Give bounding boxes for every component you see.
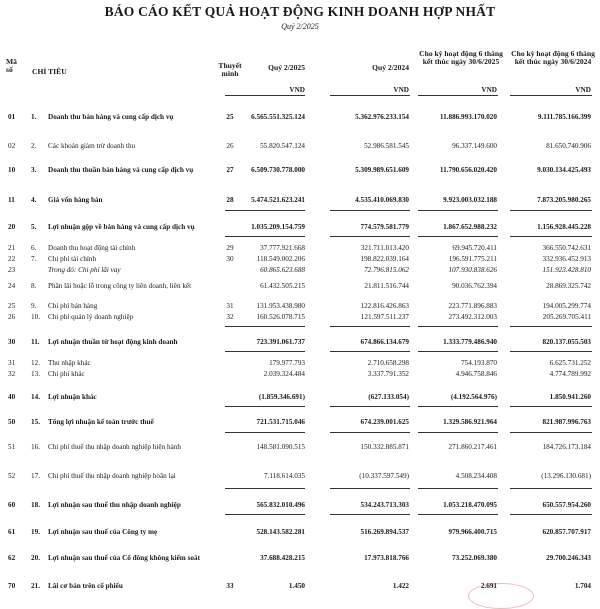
row-label: Lợi nhuận sau thuế của Cổ đông không kiểm soát <box>48 554 200 562</box>
value-h1-2025: 9.923.003.032.188 <box>443 196 497 204</box>
value-q2-2025: 721.531.715.046 <box>256 418 305 426</box>
row-label: Lãi cơ bản trên cổ phiếu <box>48 582 123 590</box>
value-q2-2025: 131.953.438.980 <box>256 302 305 310</box>
row-label: Giá vốn hàng bán <box>48 196 103 204</box>
row-code: 26 <box>8 313 16 321</box>
header-code: Mã số <box>6 57 17 75</box>
value-q2-2024: 774.579.581.779 <box>360 223 409 231</box>
value-h1-2025: 273.492.312.003 <box>448 313 497 321</box>
unit-h1-2025: VND <box>481 86 497 94</box>
row-code: 52 <box>8 472 16 480</box>
row-label: Các khoản giảm trừ doanh thu <box>48 142 136 150</box>
value-q2-2025: 5.474.521.623.241 <box>251 196 305 204</box>
value-q2-2024: 4.535.410.069.830 <box>355 196 409 204</box>
subtotal-line <box>418 514 498 515</box>
row-number: 3. <box>31 166 37 174</box>
row-code: 02 <box>8 142 16 150</box>
row-number: 19. <box>31 528 40 536</box>
value-h1-2025: 1.333.779.486.940 <box>443 338 497 346</box>
value-h1-2024: 820.137.055.503 <box>542 338 591 346</box>
value-h1-2024: 1.850.941.260 <box>549 393 591 401</box>
unit-underline <box>510 95 592 96</box>
row-label: Lợi nhuận sau thuế của Công ty mẹ <box>48 528 158 536</box>
row-code: 60 <box>8 501 16 509</box>
subtotal-line <box>225 351 305 352</box>
value-h1-2025: 90.036.762.394 <box>452 282 497 290</box>
row-label: Chi phí tài chính <box>48 255 97 263</box>
value-q2-2024: 72.796.815.062 <box>364 266 409 274</box>
value-h1-2025: 11.790.656.020.420 <box>439 166 497 174</box>
value-q2-2024: 3.337.791.352 <box>367 370 409 378</box>
row-note: 33 <box>226 582 234 590</box>
value-h1-2025: 11.886.993.170.020 <box>439 113 497 121</box>
row-number: 12. <box>31 359 40 367</box>
row-code: 61 <box>8 528 16 536</box>
value-q2-2024: 5.362.976.233.154 <box>355 113 409 121</box>
value-q2-2025: 55.820.547.124 <box>260 142 305 150</box>
value-q2-2025: 1.450 <box>288 582 305 590</box>
value-h1-2024: 1.704 <box>574 582 591 590</box>
subtotal-line <box>330 236 410 237</box>
row-code: 31 <box>8 359 16 367</box>
row-code: 30 <box>8 338 16 346</box>
row-label: Doanh thu hoạt động tài chính <box>48 244 136 252</box>
value-q2-2025: 37.777.921.668 <box>260 244 305 252</box>
row-number: 8. <box>31 282 37 290</box>
value-h1-2024: 4.774.789.992 <box>549 370 591 378</box>
row-label: Doanh thu bán hàng và cung cấp dịch vụ <box>48 113 174 121</box>
row-number: 10. <box>31 313 40 321</box>
subtotal-line <box>225 210 305 211</box>
value-q2-2025: 148.581.090.515 <box>256 443 305 451</box>
subtotal-line <box>225 326 305 327</box>
value-h1-2024: 620.857.707.917 <box>542 528 591 536</box>
row-label: Trong đó: Chi phí lãi vay <box>48 266 121 274</box>
value-q2-2024: 198.822.039.164 <box>360 255 409 263</box>
value-h1-2024: 194.005.299.774 <box>542 302 591 310</box>
row-label: Lợi nhuận thuần từ hoạt động kinh doanh <box>48 338 178 346</box>
value-q2-2024: 150.332.885.871 <box>360 443 409 451</box>
value-h1-2025: 1.053.218.470.095 <box>443 501 497 509</box>
value-q2-2025: 118.549.002.206 <box>256 255 305 263</box>
value-q2-2025: 6.565.551.325.124 <box>251 113 305 121</box>
value-q2-2025: 179.977.793 <box>269 359 305 367</box>
row-note: 25 <box>226 113 234 121</box>
subtotal-line <box>225 514 305 515</box>
row-number: 6. <box>31 244 37 252</box>
row-label: Chi phí bán hàng <box>48 302 98 310</box>
subtotal-line <box>225 406 305 407</box>
row-label: Chi phí quản lý doanh nghiệp <box>48 313 134 321</box>
row-label: Phần lãi hoặc lỗ trong công ty liên doanh, liên kết <box>48 282 192 290</box>
row-number: 15. <box>31 418 40 426</box>
subtotal-line <box>330 432 410 433</box>
company-seal <box>468 583 534 609</box>
value-q2-2025: 565.832.010.496 <box>256 501 305 509</box>
value-h1-2024: 184.726.173.184 <box>542 443 591 451</box>
unit-underline <box>418 95 498 96</box>
subtotal-line <box>418 326 498 327</box>
value-h1-2024: 332.936.452.913 <box>542 255 591 263</box>
value-q2-2025: 2.039.324.484 <box>263 370 305 378</box>
row-number: 21. <box>31 582 40 590</box>
unit-underline <box>225 95 305 96</box>
value-h1-2024: 28.869.325.742 <box>546 282 591 290</box>
subtotal-line <box>510 236 592 237</box>
row-code: 62 <box>8 554 16 562</box>
row-code: 50 <box>8 418 16 426</box>
header-h1-2025: Cho kỳ hoạt động 6 tháng kết thúc ngày 30/6/2025 <box>419 49 503 67</box>
value-q2-2024: 2.710.658.298 <box>367 359 409 367</box>
value-h1-2025: 96.337.149.600 <box>452 142 497 150</box>
subtotal-line <box>418 351 498 352</box>
value-q2-2024: (627.133.054) <box>368 393 409 401</box>
unit-underline <box>330 95 410 96</box>
value-q2-2025: 160.526.078.715 <box>256 313 305 321</box>
value-q2-2025: 37.688.428.215 <box>260 554 305 562</box>
value-q2-2025: (1.859.346.691) <box>258 393 305 401</box>
row-note: 30 <box>226 255 234 263</box>
value-h1-2025: 2.691 <box>480 582 497 590</box>
row-label: Chi phí thuế thu nhập doanh nghiệp hoãn lại <box>48 472 176 480</box>
row-label: Doanh thu thuần bán hàng và cung cấp dịch vụ <box>48 166 194 174</box>
value-h1-2024: 29.700.246.343 <box>546 554 591 562</box>
subtotal-line <box>330 351 410 352</box>
value-h1-2024: 81.650.740.906 <box>546 142 591 150</box>
value-q2-2024: 674.239.001.625 <box>360 418 409 426</box>
header-item: CHỈ TIÊU <box>32 67 67 76</box>
unit-q2-2025: VND <box>289 86 305 94</box>
report-title: BÁO CÁO KẾT QUẢ HOẠT ĐỘNG KINH DOANH HỢP NHẤT <box>104 4 496 19</box>
unit-h1-2024: VND <box>575 86 591 94</box>
row-number: 7. <box>31 255 37 263</box>
subtotal-line <box>225 236 305 237</box>
value-q2-2024: 21.811.516.744 <box>364 282 409 290</box>
row-code: 25 <box>8 302 16 310</box>
value-q2-2024: 1.422 <box>392 582 409 590</box>
subtotal-line <box>510 432 592 433</box>
subtotal-line <box>225 432 305 433</box>
subtotal-line <box>510 326 592 327</box>
value-h1-2025: 4.946.758.846 <box>455 370 497 378</box>
value-h1-2025: 754.193.870 <box>461 359 497 367</box>
value-q2-2024: 534.243.713.303 <box>360 501 409 509</box>
row-number: 4. <box>31 196 37 204</box>
subtotal-line <box>510 210 592 211</box>
value-q2-2024: 674.866.134.679 <box>360 338 409 346</box>
row-code: 11 <box>8 196 15 204</box>
subtotal-line <box>418 432 498 433</box>
value-q2-2024: 17.973.818.766 <box>364 554 409 562</box>
row-number: 5. <box>31 223 37 231</box>
row-label: Chi phí khác <box>48 370 85 378</box>
row-number: 18. <box>31 501 40 509</box>
row-number: 2. <box>31 142 37 150</box>
row-code: 40 <box>8 393 16 401</box>
subtotal-line <box>330 326 410 327</box>
row-label: Lợi nhuận gộp về bán hàng và cung cấp dịch vụ <box>48 223 195 231</box>
value-h1-2025: 979.966.400.715 <box>448 528 497 536</box>
subtotal-line <box>330 406 410 407</box>
row-note: 29 <box>226 244 234 252</box>
value-h1-2025: 107.930.838.626 <box>448 266 497 274</box>
value-q2-2024: (10.337.597.549) <box>359 472 409 480</box>
header-q2-2024: Quý 2/2024 <box>372 63 409 72</box>
value-h1-2025: 4.508.234.408 <box>455 472 497 480</box>
report-period: Quý 2/2025 <box>281 22 319 31</box>
value-h1-2024: 1.156.928.445.228 <box>537 223 591 231</box>
subtotal-line <box>418 488 498 489</box>
row-code: 01 <box>8 113 16 121</box>
row-code: 51 <box>8 443 16 451</box>
value-h1-2024: 821.987.996.763 <box>542 418 591 426</box>
row-note: 32 <box>226 313 234 321</box>
subtotal-line <box>418 406 498 407</box>
row-code: 24 <box>8 282 16 290</box>
value-h1-2024: 205.269.705.411 <box>542 313 591 321</box>
header-q2-2025: Quý 2/2025 <box>268 63 305 72</box>
row-number: 17. <box>31 472 40 480</box>
value-h1-2024: 7.873.205.980.265 <box>537 196 591 204</box>
row-number: 9. <box>31 302 37 310</box>
value-h1-2025: 69.945.720.411 <box>452 244 497 252</box>
value-h1-2024: 366.550.742.631 <box>542 244 591 252</box>
row-code: 10 <box>8 166 16 174</box>
row-label: Tổng lợi nhuận kế toán trước thuế <box>48 418 154 426</box>
row-code: 32 <box>8 370 16 378</box>
subtotal-line <box>418 236 498 237</box>
value-h1-2024: 6.625.731.252 <box>549 359 591 367</box>
value-h1-2025: 73.252.069.380 <box>452 554 497 562</box>
subtotal-line <box>510 351 592 352</box>
subtotal-line <box>330 488 410 489</box>
value-h1-2024: (13.296.130.681) <box>541 472 591 480</box>
row-note: 28 <box>226 196 234 204</box>
row-number: 20. <box>31 554 40 562</box>
subtotal-line <box>418 210 498 211</box>
row-label: Lợi nhuận khác <box>48 393 97 401</box>
value-h1-2025: (4.192.564.976) <box>450 393 497 401</box>
subtotal-line <box>330 514 410 515</box>
row-code: 22 <box>8 255 16 263</box>
subtotal-line <box>510 514 592 515</box>
value-q2-2025: 1.035.209.154.759 <box>251 223 305 231</box>
value-h1-2025: 223.771.896.883 <box>448 302 497 310</box>
row-code: 21 <box>8 244 16 252</box>
value-h1-2025: 196.591.775.211 <box>448 255 497 263</box>
subtotal-line <box>330 210 410 211</box>
row-note: 27 <box>226 166 234 174</box>
header-h1-2024: Cho kỳ hoạt động 6 tháng kết thúc ngày 30/6/2024 <box>511 49 595 67</box>
value-h1-2024: 9.030.134.425.493 <box>537 166 591 174</box>
value-q2-2024: 121.597.511.237 <box>360 313 409 321</box>
row-number: 11. <box>31 338 40 346</box>
value-q2-2025: 6.509.730.778.000 <box>251 166 305 174</box>
value-q2-2024: 516.269.894.537 <box>360 528 409 536</box>
row-code: 70 <box>8 582 16 590</box>
row-note: 26 <box>226 142 234 150</box>
subtotal-line <box>510 406 592 407</box>
value-q2-2025: 7.118.614.035 <box>263 472 305 480</box>
row-code: 20 <box>8 223 16 231</box>
value-q2-2024: 122.816.426.863 <box>360 302 409 310</box>
value-h1-2025: 1.867.652.988.232 <box>443 223 497 231</box>
subtotal-line <box>510 488 592 489</box>
value-q2-2024: 321.711.013.420 <box>360 244 409 252</box>
row-note: 31 <box>226 302 234 310</box>
row-number: 13. <box>31 370 40 378</box>
row-code: 23 <box>8 266 16 274</box>
subtotal-line <box>225 488 305 489</box>
value-h1-2025: 1.329.586.921.964 <box>443 418 497 426</box>
value-q2-2025: 60.865.623.688 <box>260 266 305 274</box>
value-q2-2025: 61.432.505.215 <box>260 282 305 290</box>
row-number: 1. <box>31 113 37 121</box>
value-q2-2024: 5.309.989.651.609 <box>355 166 409 174</box>
row-label: Lợi nhuận sau thuế thu nhập doanh nghiệp <box>48 501 181 509</box>
row-number: 14. <box>31 393 40 401</box>
row-label: Chi phí thuế thu nhập doanh nghiệp hiện hành <box>48 443 181 451</box>
value-h1-2024: 9.111.785.166.399 <box>537 113 591 121</box>
row-label: Thu nhập khác <box>48 359 91 367</box>
row-number: 16. <box>31 443 40 451</box>
value-h1-2025: 271.860.217.461 <box>448 443 497 451</box>
value-q2-2025: 723.391.061.737 <box>256 338 305 346</box>
header-note: Thuyết minh <box>218 61 242 79</box>
value-q2-2025: 528.143.582.281 <box>256 528 305 536</box>
value-h1-2024: 151.923.428.810 <box>542 266 591 274</box>
value-h1-2024: 650.557.954.260 <box>542 501 591 509</box>
value-q2-2024: 52.986.581.545 <box>364 142 409 150</box>
unit-q2-2024: VND <box>393 86 409 94</box>
